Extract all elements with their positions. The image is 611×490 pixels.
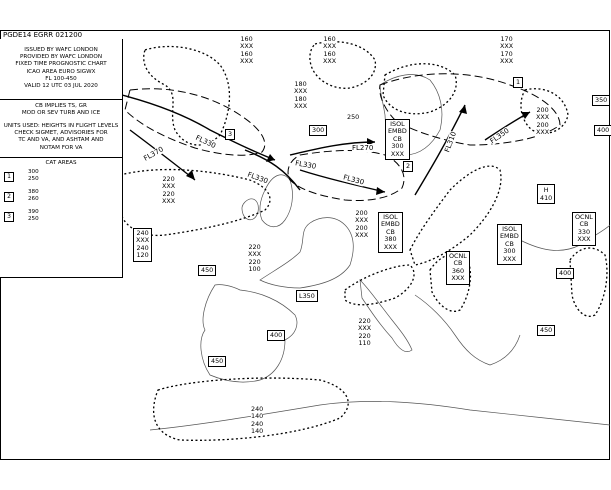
jet-level-label: FL330 [294,159,317,171]
jet-2 [130,130,195,180]
tropopause-box: 300 [309,125,327,136]
cb-label-line: 300 [391,142,404,151]
cb-label-line: XXX [390,149,404,158]
cloud-label-line: XXX [162,182,176,191]
cloud-label-line: XXX [240,57,254,66]
legend-units-1: UNITS USED: HEIGHTS IN FLIGHT LEVELS [3,123,119,129]
cat-area-ref: 2 [403,161,413,172]
cloud-label-line: 220 [248,243,261,251]
legend-divider [0,99,122,100]
cb-label-line: 330 [577,227,591,236]
coast-east [520,225,610,250]
coast-north-africa [150,401,610,430]
cat-area-key-top: 300 [28,169,39,175]
coast-ireland [242,199,258,220]
cb-label-line: XXX [383,242,397,251]
legend-issued-4: ICAO AREA EURO SIGWX [26,68,96,75]
cloud-label [536,107,549,137]
cloud-label-line: 220 [162,175,175,183]
tropopause-low-value: 350 [302,292,315,300]
tropopause-box: 450 [198,265,216,276]
tropopause-box: 450 [208,356,226,367]
cat-area-key-id: 1 [4,172,14,182]
cloud-label-line: 220 [358,331,371,340]
cloud-label-line: XXX [248,250,262,259]
cloud-label-line: 160 [240,35,253,43]
cat-area-ref: 1 [513,77,523,88]
cloud-label-line: 140 [251,412,264,421]
legend-issued-1: ISSUED BY WAFC LONDON [24,47,98,53]
cat-area-key-base: 250 [28,176,39,182]
tropopause-box: 400 [556,268,574,279]
legend-issued-3: FIXED TIME PROGNOSTIC CHART [15,61,107,68]
cb-area-9 [383,64,456,114]
cloud-label-line: XXX [355,216,369,225]
cloud-label [248,244,261,274]
cloud-label-line: XXX [240,42,254,51]
cloud-label [355,210,368,240]
coast-france [260,218,353,288]
cloud-label-line: XXX [136,236,150,245]
legend-cb-2: MOD OR SEV TURB AND ICE [21,110,101,117]
cloud-label-line: 140 [251,427,264,436]
cloud-label-line: 220 [162,189,175,198]
cloud-label-line: XXX [536,128,550,137]
cloud-label [358,318,371,348]
jet-level-label: FL350 [488,126,511,146]
cloud-label [500,36,513,66]
cloud-label-line: 240 [136,243,149,252]
tropopause-box: 400 [594,125,611,136]
tropopause-low-symbol: L [299,292,303,300]
cloud-label-line: 250 [347,113,360,121]
jet-level-label: FL270 [352,144,374,152]
cb-area-2 [310,42,376,89]
cb-label-line: CB [505,239,514,248]
cb-label-line: CB [579,220,589,229]
tropopause-high [537,184,555,204]
cloud-label-line: 240 [136,229,149,237]
cloud-label-line: 160 [323,49,336,58]
jet-arrow-6 [459,105,467,114]
jet-level-label: FL310 [443,130,459,154]
legend-panel [0,39,123,278]
cat-area-ref: 3 [225,129,235,140]
cloud-label-line: XXX [294,102,308,111]
cloud-label-line: 110 [358,339,371,348]
legend-divider [0,157,122,158]
cloud-label-line: 200 [355,209,368,217]
cloud-label [323,36,336,66]
tropopause-low [296,290,318,302]
cat-area-key-id: 2 [4,192,14,202]
legend-issued-6: VALID 12 UTC 03 JUL 2020 [24,83,98,90]
cb-label-line: OCNL [575,213,593,221]
cb-label-line: CB [386,227,395,236]
cloud-label-line: XXX [355,231,369,240]
legend-cb-1: CB IMPLIES TS, GR [35,103,87,109]
cloud-label [133,228,152,262]
tropopause-box: 400 [267,330,285,341]
cb-label-line: EMBD [381,220,400,229]
cloud-label-line: 160 [323,35,336,43]
legend-units-2: CHECK SIGMET, ADVISORIES FOR [14,130,108,137]
jet-level-label: FL330 [342,173,365,187]
cloud-label [251,406,263,436]
cloud-label [294,81,307,111]
cat-area-key-top: 380 [28,189,39,195]
tropopause-high-value: 410 [540,194,553,202]
jet-1 [122,95,275,160]
cb-label-line: ISOL [383,213,398,221]
cloud-label [347,114,359,121]
cb-label-line: 300 [503,247,516,256]
cb-label-line: CB [393,134,402,143]
cloud-label [162,176,175,206]
cb-label-line: ISOL [502,225,517,233]
cloud-label [240,36,253,66]
cloud-label-line: XXX [294,87,308,96]
cat-area-key-base: 260 [28,196,39,202]
cat-area-key-id: 3 [4,212,14,222]
cb-label [378,212,403,253]
cloud-label-line: 120 [136,251,149,260]
cat-areas-title: CAT AREAS [45,160,77,166]
cloud-label-line: XXX [323,57,337,66]
cb-label [446,251,470,285]
cloud-label-line: 160 [240,49,253,58]
cat-area-key-base: 250 [28,216,39,222]
tropopause-high-symbol: H [543,186,549,194]
cloud-label-line: XXX [358,324,372,333]
cloud-label-line: XXX [323,42,337,51]
cb-label-line: XXX [577,235,591,244]
cb-label-line: EMBD [388,127,407,136]
cloud-label-line: 220 [358,317,371,325]
jet-arrow-1 [266,154,275,162]
chart-id: PGDE14 EGRR 021200 [3,31,83,39]
jet-arrow-2 [186,170,195,180]
cb-label [497,224,522,265]
cb-area-1 [144,46,230,145]
cloud-label-line: 240 [251,419,264,428]
cloud-label-line: 170 [500,49,513,58]
cloud-label-line: 170 [500,35,513,43]
legend-units-3: TC AND VA, AND ASHTAM AND [18,137,104,144]
cloud-label-line: XXX [500,57,514,66]
cloud-label-line: 240 [251,405,264,413]
cloud-label-line: XXX [162,197,176,206]
cb-area-4 [345,265,414,305]
cb-area-7 [570,248,607,316]
cb-label-line: CB [453,259,463,268]
legend-units-4: NOTAM FOR VA [39,144,83,151]
tropopause-box: 350 [592,95,610,106]
jet-level-label: FL330 [194,133,217,151]
cat-area-key-top: 390 [28,209,39,215]
cb-areas [120,42,607,441]
cloud-label-line: 220 [248,257,261,266]
legend-issued-5: FL 100-450 [45,75,77,82]
cloud-label-line: 200 [536,120,549,129]
cloud-label-line: 200 [355,223,368,232]
coast-balkans [415,295,520,365]
jet-3 [245,150,300,190]
legend-issued-2: PROVIDED BY WAFC LONDON [19,54,103,61]
cb-label [572,212,596,246]
cb-label-line: 380 [384,235,397,244]
cloud-label-line: 200 [536,106,549,114]
cb-label-line: XXX [451,274,465,283]
cloud-label-line: 100 [248,265,261,274]
cb-label-line: XXX [502,254,516,263]
cloud-label-line: 180 [294,80,307,88]
cb-label-line: OCNL [449,252,467,260]
cloud-label-line: 180 [294,94,307,103]
cloud-label-line: XXX [536,113,550,122]
cb-label-line: EMBD [500,232,519,241]
cb-label-line: 360 [451,266,465,275]
tropopause-box: 450 [537,325,555,336]
cb-label-line: ISOL [390,120,405,128]
jet-level-label: FL330 [246,170,270,186]
cb-label [385,119,410,160]
cloud-label-line: XXX [500,42,514,51]
jet-level-label: FL370 [142,145,165,163]
